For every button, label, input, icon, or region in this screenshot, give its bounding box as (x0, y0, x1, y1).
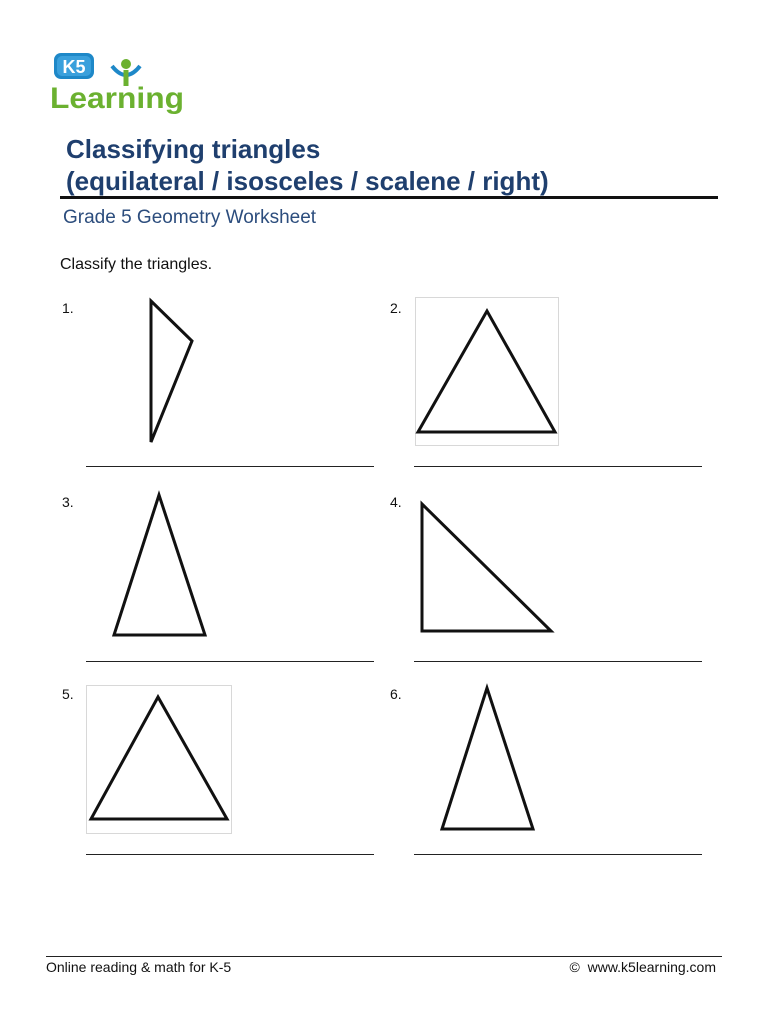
triangle-4-figure (416, 498, 558, 638)
problem-number-4: 4. (390, 494, 402, 510)
triangle-1-figure (140, 295, 200, 451)
title-line-2: (equilateral / isosceles / scalene / right) (66, 166, 549, 196)
problem-number-1: 1. (62, 300, 74, 316)
triangle-3-figure (108, 488, 212, 642)
answer-line-1 (86, 466, 374, 467)
title-line-1: Classifying triangles (66, 134, 321, 164)
footer-site (570, 959, 717, 975)
triangle-6-figure (436, 682, 540, 836)
answer-line-6 (414, 854, 702, 855)
problem-number-6: 6. (390, 686, 402, 702)
problem-number-5: 5. (62, 686, 74, 702)
answer-line-2 (414, 466, 702, 467)
k5-learning-logo (46, 50, 188, 114)
footer-url[interactable]: www.k5learning.com (587, 959, 716, 975)
copyright-symbol: © (569, 959, 580, 975)
answer-line-5 (86, 854, 374, 855)
footer-divider (46, 956, 722, 957)
footer-tagline: Online reading & math for K-5 (46, 959, 232, 975)
answer-line-4 (414, 661, 702, 662)
problem-number-2: 2. (390, 300, 402, 316)
triangle-5-figure (86, 685, 232, 834)
title-divider (60, 196, 718, 199)
problem-number-3: 3. (62, 494, 74, 510)
logo-learning-text: Learning (50, 82, 184, 114)
answer-line-3 (86, 661, 374, 662)
page-title (66, 133, 706, 197)
instructions: Classify the triangles. (60, 256, 213, 273)
triangle-2-figure (415, 297, 559, 446)
logo-k5-text: K5 (62, 57, 86, 77)
worksheet-subtitle: Grade 5 Geometry Worksheet (63, 207, 317, 228)
